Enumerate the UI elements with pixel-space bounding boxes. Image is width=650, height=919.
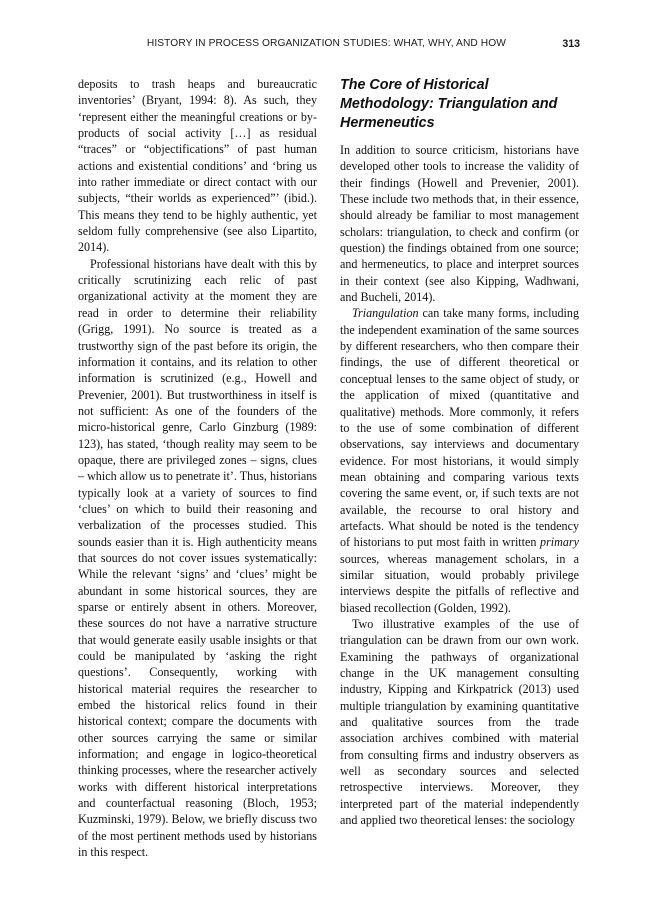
right-paragraph-2-part-b: sources, whereas management scholars, in a similar situation, would probably privilege interviews despite the pitfalls of reflective and biased recollection (Golden, 1992).	[340, 551, 579, 615]
running-header	[78, 38, 580, 52]
right-paragraph-2	[340, 305, 579, 616]
running-title: HISTORY IN PROCESS ORGANIZATION STUDIES: WHAT, WHY, AND HOW	[146, 38, 506, 49]
term-primary: primary	[540, 535, 579, 550]
term-triangulation: Triangulation	[352, 306, 419, 321]
right-column	[340, 76, 579, 828]
page-number: 313	[562, 38, 580, 50]
left-paragraph-2: Professional historians have dealt with this by critically scrutinizing each relic of past organizational activity at the moment they are read in order to determine their reliability (Grigg, 1991). No source is treated as a trustworthy sign of the past before its origin, the information it contains, and its relation to other information is scrutinized (e.g., Howell and Prevenier, 2001). But trustworthiness in itself is not sufficient: As one of the founders of the micro-historical genre, Carlo Ginzburg (1989: 123), has stated, ‘though reality may seem to be opaque, there are privileged zones – signs, clues – which allow us to penetrate it’. Thus, historians typically look at a variety of sources to find ‘clues’ on which to build their reasoning and verbalization of the processes studied. This sounds easier than it is. High authenticity means that sources do not cover issues systematically: While the relevant ‘signs’ and ‘clues’ might be abundant in some historical sources, they are sparse or entirely absent in others. Moreover, these sources do not have a narrative structure that would generate easily usable insights or that could be manipulated by ‘asking the right questions’. Consequently, working with historical material requires the researcher to embed the historical relics found in their historical context; compare the documents with other sources carrying the same or similar information; and engage in logico-theoretical thinking processes, where the researcher actively works with different historical interpretations and counterfactual reasoning (Bloch, 1953; Kuzminski, 1979). Below, we briefly discuss two of the most pertinent methods used by historians in this respect.	[78, 256, 317, 860]
right-paragraph-3: Two illustrative examples of the use of triangulation can be drawn from our own work. Examining the pathways of organizational change in the UK management consulting industry, Kipping and Kirkpatrick (2013) used multiple triangulation by examining quantitative and qualitative sources from the trade association archives combined with material from consulting firms and industry observers as well as secondary sources and selected retrospective interviews. Moreover, they interpreted part of the material independently and applied two theoretical lenses: the sociology	[340, 616, 579, 828]
left-column	[78, 76, 317, 861]
right-paragraph-2-part-a: can take many forms, including the independent examination of the same sources by different researchers, who then compare their findings, the use of different theoretical or conceptual lenses to the same object of study, or the application of mixed (quantitative and qualitative) methods. More commonly, it refers to the use of some combination of different observations, say interviews and documentary evidence. For most historians, it would simply mean obtaining and comparing various texts covering the same event, or, if such texts are not available, the recourse to oral history and artefacts. What should be noted is the tendency of historians to put most faith in written	[340, 306, 579, 550]
right-paragraph-1: In addition to source criticism, historians have developed other tools to increase the validity of their findings (Howell and Prevenier, 2001). These include two methods that, in their essence, should already be familiar to most management scholars: triangulation, to check and confirm (or question) the findings obtained from one source; and hermeneutics, to place and interpret sources in their context (see also Kipping, Wadhwani, and Bucheli, 2014).	[340, 143, 579, 305]
section-heading: The Core of Historical Methodology: Triangulation and Hermeneutics	[340, 77, 558, 131]
left-paragraph-1: deposits to trash heaps and bureaucratic inventories’ (Bryant, 1994: 8). As such, they ‘represent either the meaningful creations or by-products of social activity […] as residual “traces” or “objectifications” of past human actions and existential conditions’ and ‘bring us into rather immediate or direct contact with our subjects, “their worlds as experienced”’ (ibid.). This means they tend to be highly authentic, yet seldom fully comprehensive (see also Lipartito, 2014).	[78, 77, 317, 255]
